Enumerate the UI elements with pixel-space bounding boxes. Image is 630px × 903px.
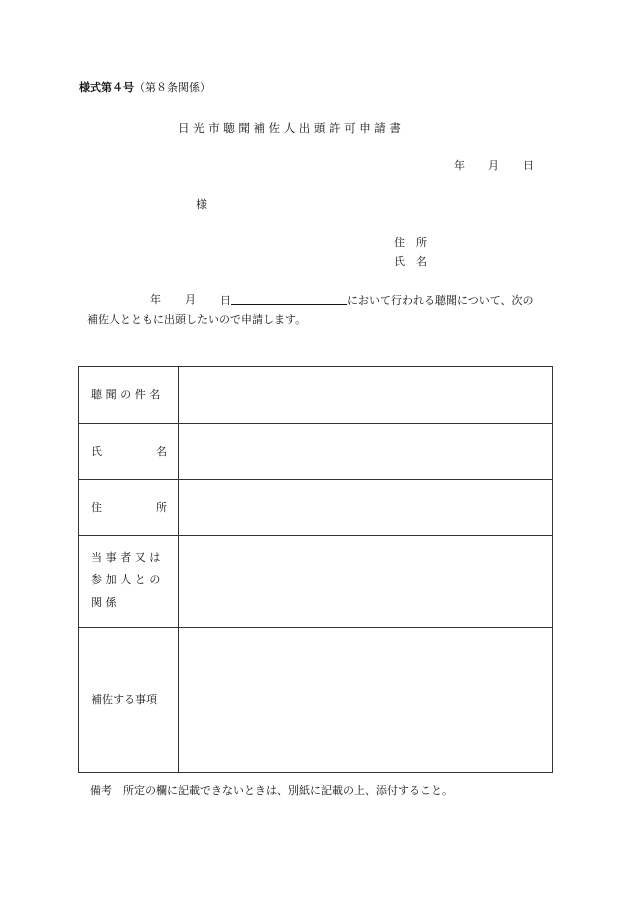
hearing-year-label: 年 xyxy=(150,293,161,306)
applicant-name-label: 氏 名 xyxy=(394,255,427,268)
date-day-label: 日 xyxy=(523,159,534,172)
hearing-day-text: 日 xyxy=(220,294,231,307)
statement-line1-rest: において行われる聴聞について、次の xyxy=(347,294,534,307)
form-number-text: 様式第４号 xyxy=(79,81,134,94)
date-year-label: 年 xyxy=(454,159,465,172)
hearing-date-blank[interactable] xyxy=(231,294,347,305)
field-hearing-subject[interactable] xyxy=(179,367,552,423)
field-name[interactable] xyxy=(179,424,552,479)
applicant-address-label: 住 所 xyxy=(394,236,427,249)
label-name-right: 名 xyxy=(156,445,167,458)
addressee-honorific: 様 xyxy=(196,198,207,211)
label-relationship-line2: 参加人との xyxy=(91,573,164,586)
date-month-label: 月 xyxy=(488,159,499,172)
hearing-month-label: 月 xyxy=(185,293,196,306)
label-address-right: 所 xyxy=(156,501,167,514)
statement-line2: 補佐人とともに出頭したいので申請します。 xyxy=(87,313,307,326)
label-relationship-line3: 関係 xyxy=(91,596,121,609)
document-title: 日光市聴聞補佐人出頭許可申請書 xyxy=(178,121,405,135)
label-name-left: 氏 xyxy=(91,445,102,458)
hearing-day-label xyxy=(220,294,534,306)
form-number xyxy=(79,82,211,93)
label-relationship-line1: 当事者又は xyxy=(91,551,164,564)
label-hearing-subject: 聴聞の件名 xyxy=(91,388,164,401)
application-table xyxy=(78,366,553,773)
field-assistance-matters[interactable] xyxy=(179,628,552,772)
remarks-note: 備考 所定の欄に記載できないときは、別紙に記載の上、添付すること。 xyxy=(90,784,453,797)
field-address[interactable] xyxy=(179,480,552,535)
label-assistance-matters: 補佐する事項 xyxy=(91,693,157,706)
label-address-left: 住 xyxy=(91,501,102,514)
form-reference: （第８条関係） xyxy=(134,81,211,94)
field-relationship[interactable] xyxy=(179,536,552,627)
